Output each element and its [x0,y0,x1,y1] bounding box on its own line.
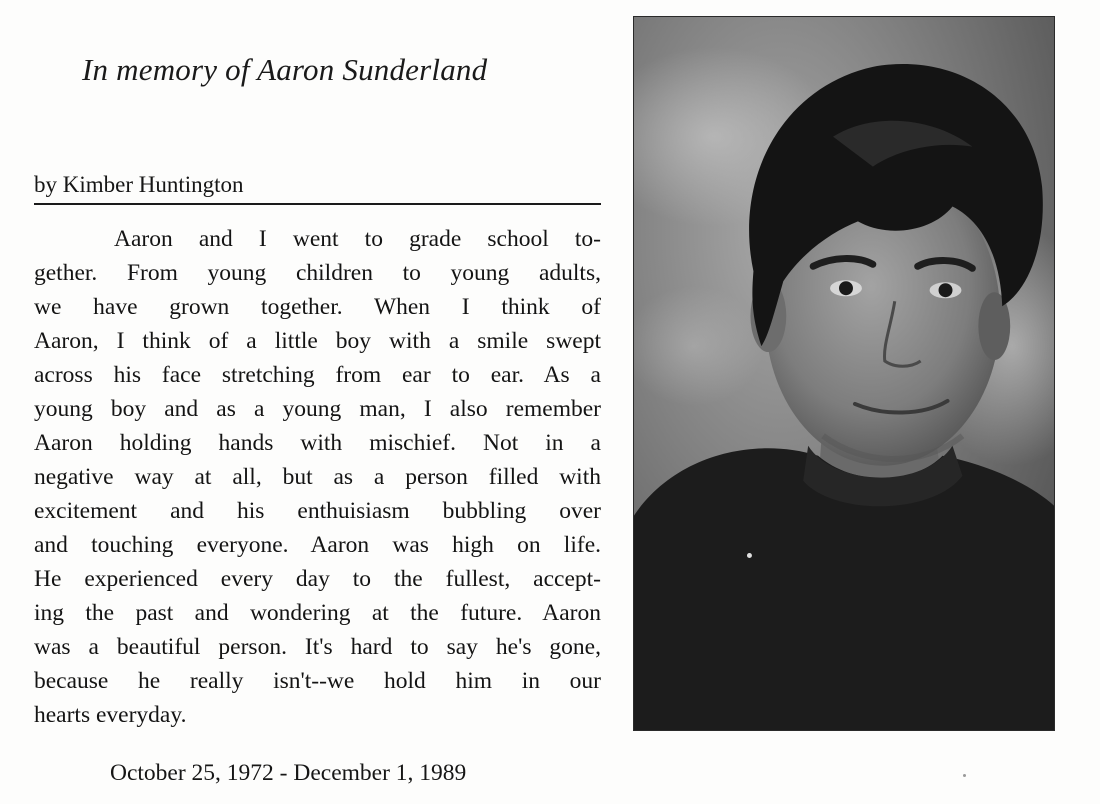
tribute-line: He experienced every day to the fullest, accept- [34,566,601,592]
portrait-photo-icon [634,17,1054,730]
tribute-line: hearts everyday. [34,702,187,728]
tribute-line: and touching everyone. Aaron was high on life. [34,532,601,558]
tribute-line: Aaron, I think of a little boy with a smile swept [34,328,601,354]
tribute-line: across his face stretching from ear to ear. As a [34,362,601,388]
tribute-line: ing the past and wondering at the future. Aaron [34,600,601,626]
tribute-line: gether. From young children to young adults, [34,260,601,286]
tribute-text [34,222,601,732]
author-byline: by Kimber Huntington [34,172,244,197]
tribute-line: Aaron and I went to grade school to- [114,226,601,252]
tribute-line: negative way at all, but as a person filled with [34,464,601,490]
tribute-line: Aaron holding hands with mischief. Not in a [34,430,601,456]
tribute-line: was a beautiful person. It's hard to say he's gone, [34,634,601,660]
life-dates: October 25, 1972 - December 1, 1989 [110,760,467,786]
tribute-line: young boy and as a young man, I also remember [34,396,601,422]
byline-underline [34,203,601,205]
tribute-line: excitement and his enthuisiasm bubbling over [34,498,601,524]
tribute-line: we have grown together. When I think of [34,294,601,320]
memorial-title: In memory of Aaron Sunderland [82,52,488,87]
portrait-photo [633,16,1055,731]
print-speck [963,774,966,777]
tribute-line: because he really isn't--we hold him in our [34,668,601,694]
